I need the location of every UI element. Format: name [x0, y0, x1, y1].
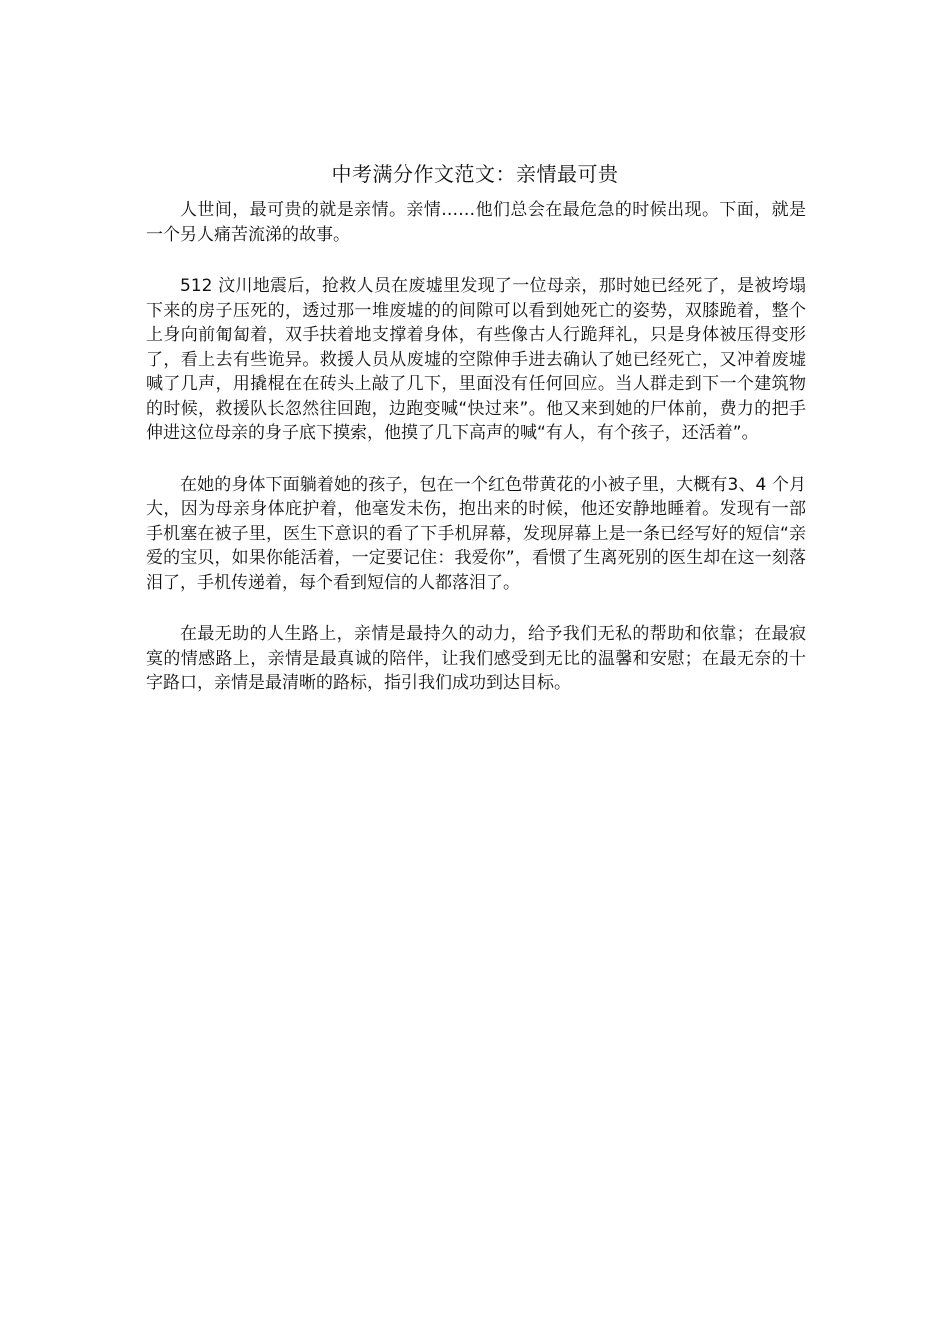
paragraph-child: 在她的身体下面躺着她的孩子，包在一个红色带黄花的小被子里，大概有3、4 个月大，因为母亲身体庇护着，他毫发未伤，抱出来的时候，他还安静地睡着。发现有一部手机塞在被子里，医生下意识的看了下手机屏幕，发现屏幕上是一条已经写好的短信“亲爱的宝贝，如果你能活着，一定要记住：我爱你”，看惯了生离死别的医生却在这一刻落泪了，手机传递着，每个看到短信的人都落泪了。	[146, 474, 806, 593]
document-title: 中考满分作文范文：亲情最可贵	[331, 162, 619, 186]
paragraph-intro: 人世间，最可贵的就是亲情。亲情……他们总会在最危急的时候出现。下面，就是一个另人痛苦流涕的故事。	[146, 200, 806, 245]
paragraph-conclusion: 在最无助的人生路上，亲情是最持久的动力，给予我们无私的帮助和依靠；在最寂寞的情感路上，亲情是最真诚的陪伴，让我们感受到无比的温馨和安慰；在最无奈的十字路口，亲情是最清晰的路标，指引我们成功到达目标。	[146, 624, 806, 693]
document-body	[146, 198, 806, 696]
paragraph-earthquake: 512 汶川地震后，抢救人员在废墟里发现了一位母亲，那时她已经死了，是被垮塌下来的房子压死的，透过那一堆废墟的的间隙可以看到她死亡的姿势，双膝跪着，整个上身向前匍匐着，双手扶着地支撑着身体，有些像古人行跪拜礼，只是身体被压得变形了，看上去有些诡异。救援人员从废墟的空隙伸手进去确认了她已经死亡，又冲着废墟喊了几声，用撬棍在在砖头上敲了几下，里面没有任何回应。当人群走到下一个建筑物的时候，救援队长忽然往回跑，边跑变喊“快过来”。他又来到她的尸体前，费力的把手伸进这位母亲的身子底下摸索，他摸了几下高声的喊“有人，有个孩子，还活着”。	[146, 276, 806, 443]
